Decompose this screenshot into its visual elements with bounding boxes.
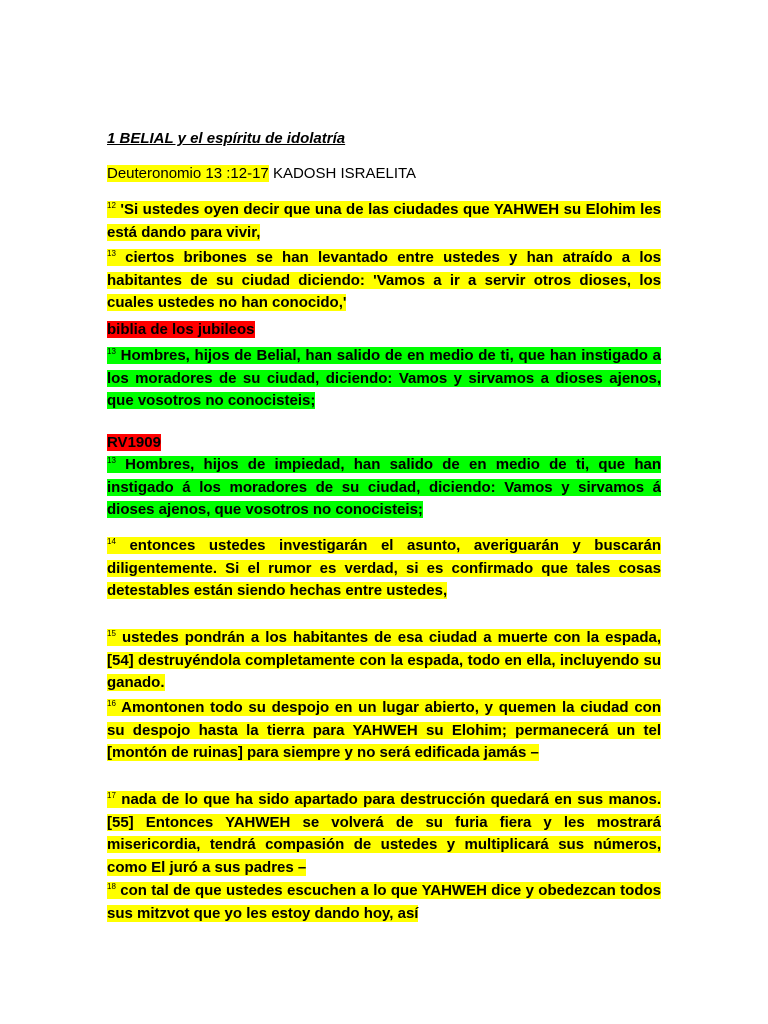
label-rv1909: RV1909 <box>107 434 161 451</box>
label-jubileos: biblia de los jubileos <box>107 321 255 338</box>
section-heading: 1 BELIAL y el espíritu de idolatría <box>107 130 346 147</box>
verse-text: Amontonen todo su despojo en un lugar abierto, y quemen la ciudad con su despojo hasta la tierra para YAHWEH su Elohim; permanecerá un tel [montón de ruinas] para siempre y no será edificada jamás – <box>107 699 661 761</box>
source-line <box>107 164 416 184</box>
verse-18 <box>107 880 661 925</box>
verse-text: ciertos bribones se han levantado entre ustedes y han atraído a los habitantes de su ciudad diciendo: 'Vamos a ir a servir otros dioses, los cuales ustedes no han conocido,' <box>107 249 661 311</box>
verse-14 <box>107 535 661 603</box>
verse-number: 17 <box>107 791 116 800</box>
verse-text: Hombres, hijos de Belial, han salido de en medio de ti, que han instigado a los moradores de su ciudad, diciendo: Vamos y sirvamos a dioses ajenos, que vosotros no conocisteis; <box>107 347 661 409</box>
verse-number: 16 <box>107 699 116 708</box>
verse-12 <box>107 199 661 244</box>
verse-jubileos <box>107 345 661 413</box>
verse-13 <box>107 247 661 315</box>
source-reference: Deuteronomio 13 :12-17 <box>107 165 269 182</box>
verse-text: ustedes pondrán a los habitantes de esa ciudad a muerte con la espada,[54] destruyéndola completamente con la espada, todo en ella, incluyendo su ganado. <box>107 629 661 691</box>
verse-text: Hombres, hijos de impiedad, han salido de en medio de ti, que han instigado á los moradores de su ciudad, diciendo: Vamos y sirvamos á dioses ajenos, que vosotros no conocisteis; <box>107 456 661 518</box>
source-version: KADOSH ISRAELITA <box>268 165 417 182</box>
verse-number: 13 <box>107 249 116 258</box>
verse-text: nada de lo que ha sido apartado para destrucción quedará en sus manos.[55] Entonces YAHWEH se volverá de su furia fiera y les mostrará misericordia, tendrá compasión de ustedes y multiplicará sus números, como El juró a sus padres – <box>107 791 661 876</box>
verse-number: 18 <box>107 882 116 891</box>
verse-number: 13 <box>107 347 116 356</box>
verse-text: 'Si ustedes oyen decir que una de las ciudades que YAHWEH su Elohim les está dando para vivir, <box>107 201 662 241</box>
verse-number: 14 <box>107 537 116 546</box>
verse-number: 12 <box>107 201 116 210</box>
verse-rv1909 <box>107 454 661 522</box>
verse-15 <box>107 627 661 695</box>
verse-number: 13 <box>107 456 116 465</box>
verse-16 <box>107 697 661 765</box>
verse-number: 15 <box>107 629 116 638</box>
verse-17 <box>107 789 661 879</box>
verse-text: con tal de que ustedes escuchen a lo que YAHWEH dice y obedezcan todos sus mitzvot que yo les estoy dando hoy, así <box>107 882 661 922</box>
verse-text: entonces ustedes investigarán el asunto, averiguarán y buscarán diligentemente. Si el rumor es verdad, si es confirmado que tales cosas detestables están siendo hechas entre ustedes, <box>107 537 661 599</box>
